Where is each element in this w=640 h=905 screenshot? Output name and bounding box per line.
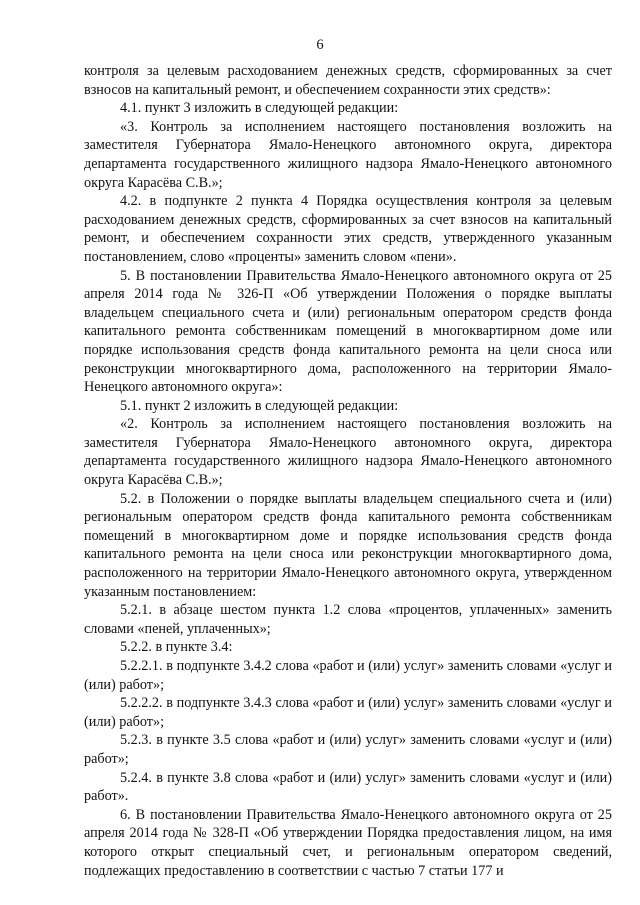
paragraph: контроля за целевым расходованием денежных средств, сформированных за счет взносов на капитальный ремонт, и обеспечением сохранности этих средств»:	[84, 63, 612, 98]
paragraph: 5. В постановлении Правительства Ямало-Ненецкого автономного округа от 25 апреля 2014 года № 326-П «Об утверждении Положения о порядке выплаты владельцем специального счета и (или) региональным оператором средств фонда капитального ремонта собственникам помещений в многоквартирном доме или порядке использования средств фонда капитального ремонта на цели сноса или реконструкции многоквартирного дома, расположенного на территории Ямало-Ненецкого автономного округа»:	[84, 267, 612, 396]
paragraph: «2. Контроль за исполнением настоящего постановления возложить на заместителя Губернатора Ямало-Ненецкого автономного округа, директора департамента государственного жилищного надзора Ямало-Ненецкого автономного округа Карасёва С.В.»;	[84, 416, 612, 489]
paragraph: 4.1. пункт 3 изложить в следующей редакции:	[120, 100, 399, 117]
paragraph: 5.2.1. в абзаце шестом пункта 1.2 слова «процентов, уплаченных» заменить словами «пеней, уплаченных»;	[84, 602, 612, 637]
page-number: 6	[316, 37, 324, 53]
paragraph: 5.2.2. в пункте 3.4:	[120, 639, 233, 656]
paragraph: 5.2.4. в пункте 3.8 слова «работ и (или) услуг» заменить словами «услуг и (или) работ».	[84, 769, 612, 805]
paragraph: 5.2.3. в пункте 3.5 слова «работ и (или) услуг» заменить словами «услуг и (или) работ»;	[84, 732, 612, 767]
paragraph: 5.2.2.2. в подпункте 3.4.3 слова «работ и (или) услуг» заменить словами «услуг и (или) работ»;	[84, 695, 612, 730]
paragraph: 4.2. в подпункте 2 пункта 4 Порядка осуществления контроля за целевым расходованием денежных средств, сформированных за счет взносов на капитальный ремонт, и обеспечением сохранности этих средств, утвержденного указанным постановлением, слово «проценты» заменить словом «пени».	[84, 193, 612, 265]
document-body	[84, 62, 612, 880]
paragraph: 5.2. в Положении о порядке выплаты владельцем специального счета и (или) региональным оператором средств фонда капитального ремонта собственникам помещений в многоквартирном доме и порядке использования средств фонда капитального ремонта на цели сноса или реконструкции многоквартирного дома, расположенного на территории Ямало-Ненецкого автономного округа, утвержденном указанным постановлением:	[84, 490, 612, 600]
paragraph: 5.1. пункт 2 изложить в следующей редакции:	[120, 397, 399, 414]
paragraph: 5.2.2.1. в подпункте 3.4.2 слова «работ и (или) услуг» заменить словами «услуг и (или) работ»;	[84, 658, 612, 693]
paragraph: 6. В постановлении Правительства Ямало-Ненецкого автономного округа от 25 апреля 2014 года № 328-П «Об утверждении Порядка предоставления лицом, на имя которого открыт специальный счет, и региональным оператором сведений, подлежащих предоставлению в соответствии с частью 7 статьи 177 и	[84, 806, 612, 879]
paragraph: «3. Контроль за исполнением настоящего постановления возложить на заместителя Губернатора Ямало-Ненецкого автономного округа, директора департамента государственного жилищного надзора Ямало-Ненецкого автономного округа Карасёва С.В.»;	[84, 118, 612, 191]
